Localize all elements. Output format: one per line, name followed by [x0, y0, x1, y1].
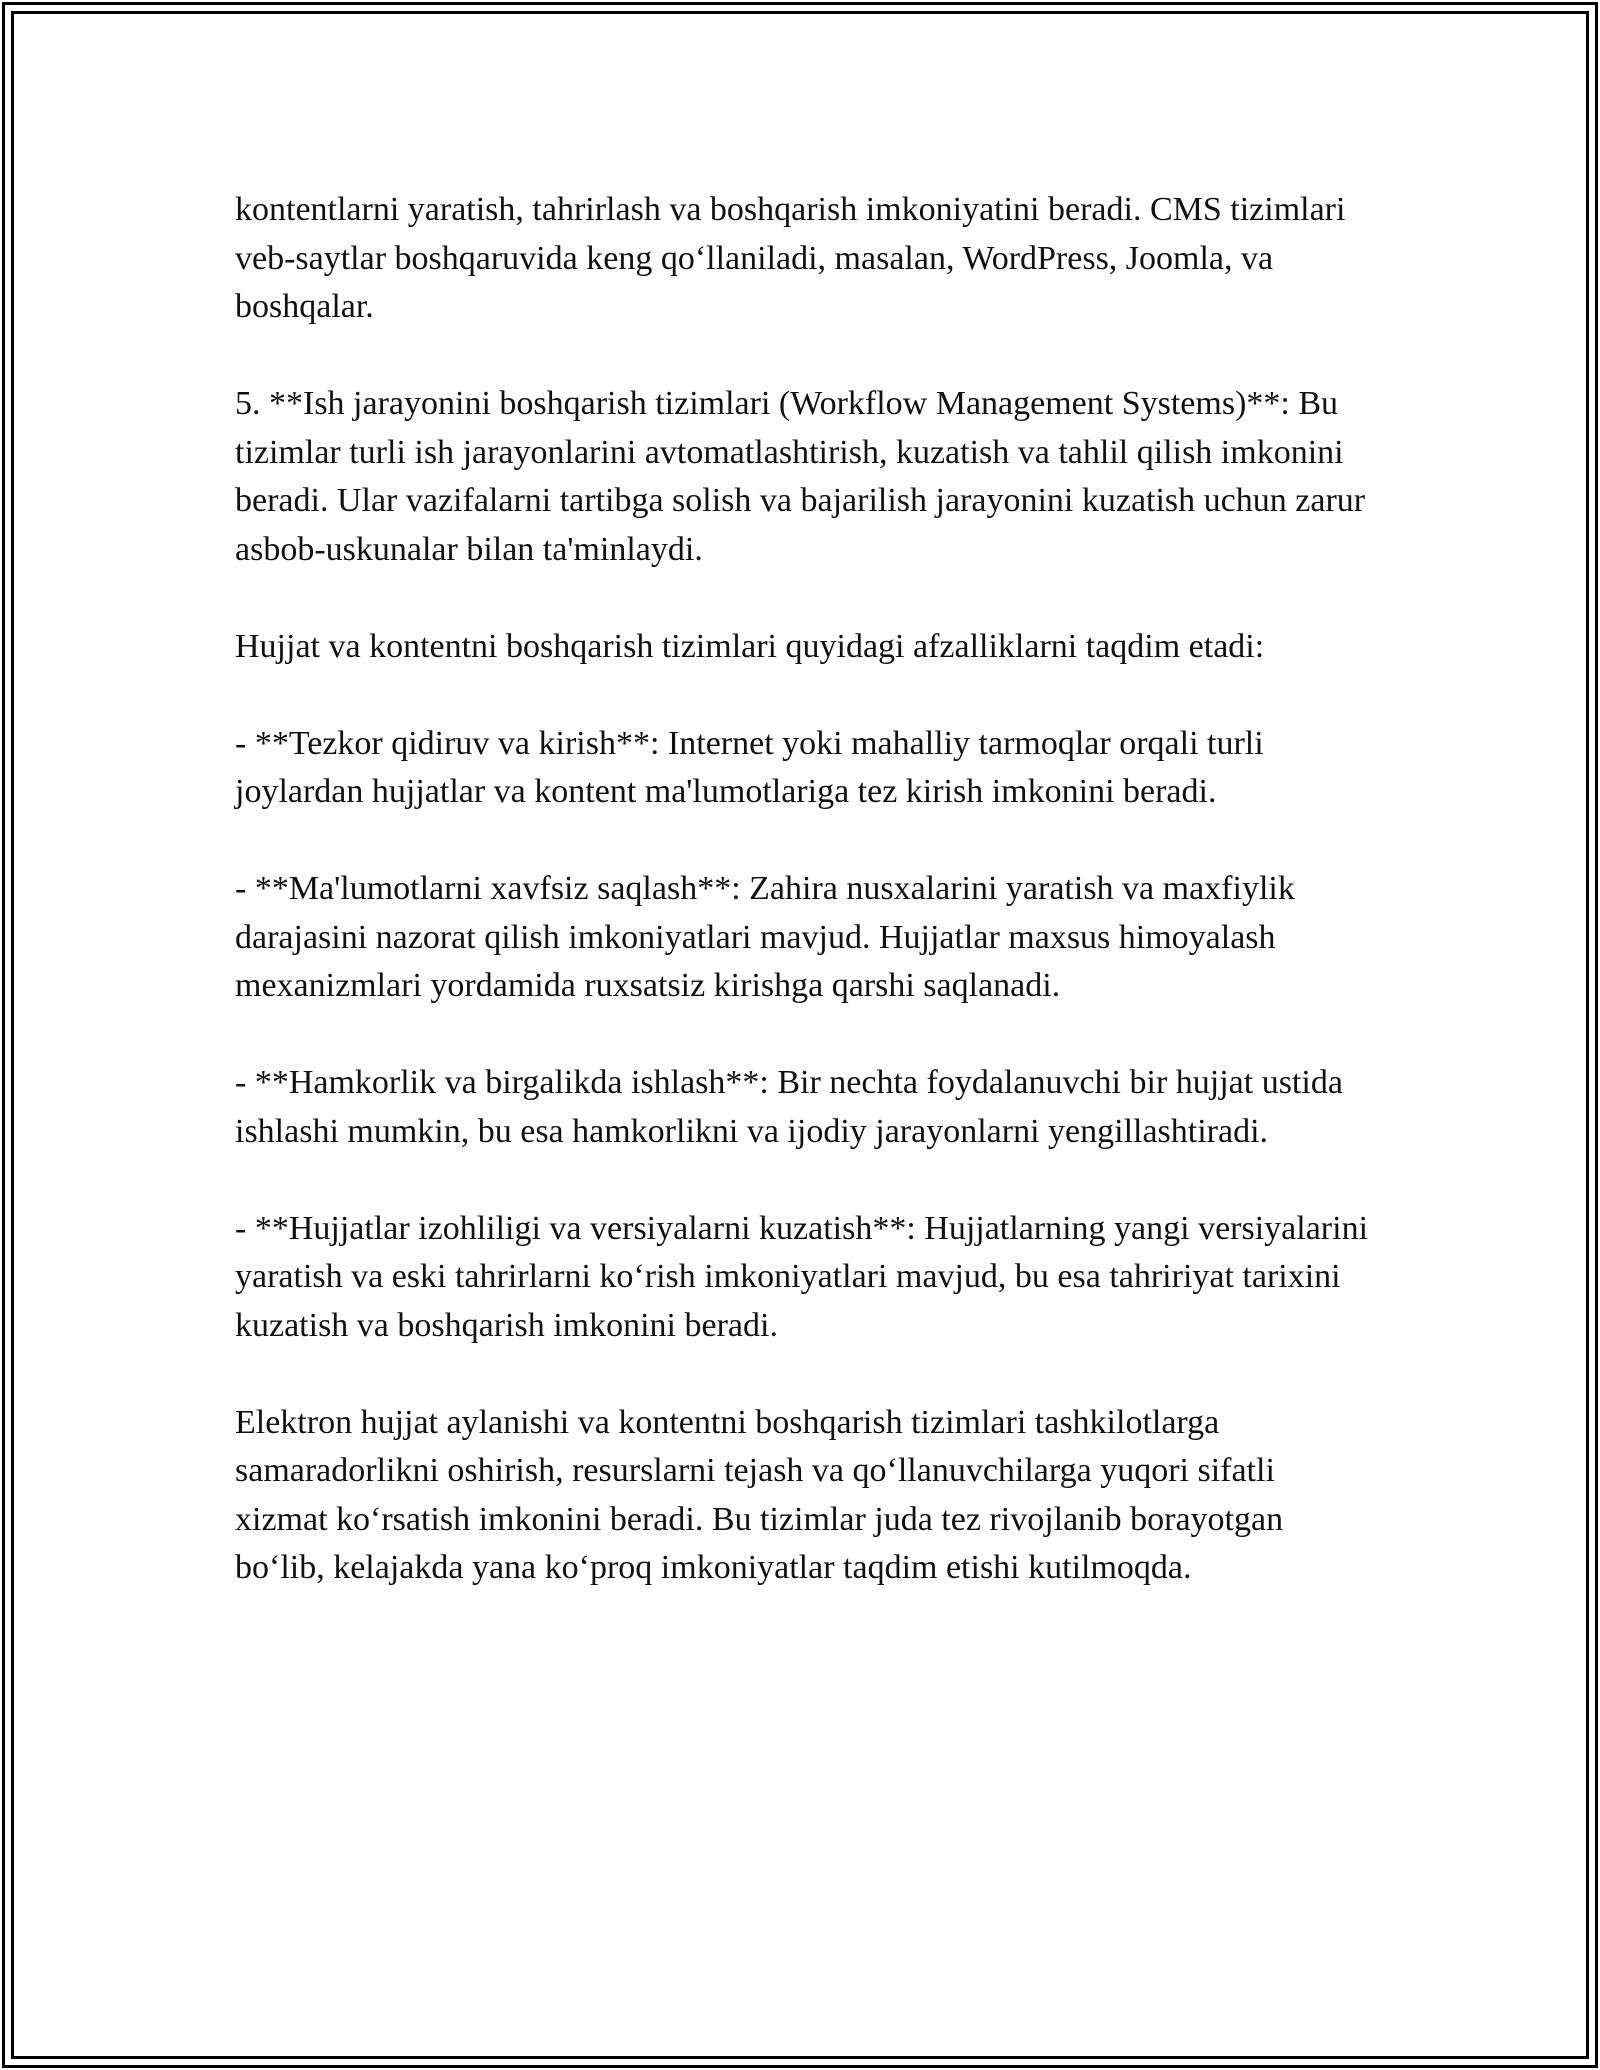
list-item-version-tracking: - **Hujjatlar izohliligi va versiyalarni kuzatish**: Hujjatlarning yangi versiyalarini yaratish va eski tahrirlarni ko‘rish imkoniyatlari mavjud, bu esa tahririyat tarixini kuzatish va boshqarish imkonini beradi.	[235, 1209, 1369, 1344]
paragraph-workflow-systems: 5. **Ish jarayonini boshqarish tizimlari (Workflow Management Systems)**: Bu tizimlar turli ish jarayonlarini avtomatlashtirish, kuzatish va tahlil qilish imkonini beradi. Ular vazifalarni tartibga solish va bajarilish jarayonini kuzatish uchun zarur asbob-uskunalar bilan ta'minlaydi.	[235, 385, 1366, 568]
paragraph-conclusion: Elektron hujjat aylanishi va kontentni boshqarish tizimlari tashkilotlarga samaradorlikni oshirish, resurslarni tejash va qo‘llanuvchilarga yuqori sifatli xizmat ko‘rsatish imkonini beradi. Bu tizimlar juda tez rivojlanib borayotgan bo‘lib, kelajakda yana ko‘proq imkoniyatlar taqdim etishi kutilmoqda.	[235, 1403, 1284, 1586]
paragraph-cms-continuation: kontentlarni yaratish, tahrirlash va boshqarish imkoniyatini beradi. CMS tizimlari veb-saytlar boshqaruvida keng qo‘llaniladi, masalan, WordPress, Joomla, va boshqalar.	[235, 191, 1346, 325]
document-body	[235, 186, 1375, 1593]
list-item-collaboration: - **Hamkorlik va birgalikda ishlash**: Bir nechta foydalanuvchi bir hujjat ustida ishlashi mumkin, bu esa hamkorlikni va ijodiy jarayonlarni yengillashtiradi.	[235, 1064, 1343, 1150]
paragraph-advantages-intro: Hujjat va kontentni boshqarish tizimlari quyidagi afzalliklarni taqdim etadi:	[235, 627, 1265, 665]
list-item-secure-storage: - **Ma'lumotlarni xavfsiz saqlash**: Zahira nusxalarini yaratish va maxfiylik darajasini nazorat qilish imkoniyatlari mavjud. Hujjatlar maxsus himoyalash mexanizmlari yordamida ruxsatsiz kirishga qarshi saqlanadi.	[235, 870, 1295, 1004]
list-item-fast-search: - **Tezkor qidiruv va kirish**: Internet yoki mahalliy tarmoqlar orqali turli joylardan hujjatlar va kontent ma'lumotlariga tez kirish imkonini beradi.	[235, 724, 1264, 810]
